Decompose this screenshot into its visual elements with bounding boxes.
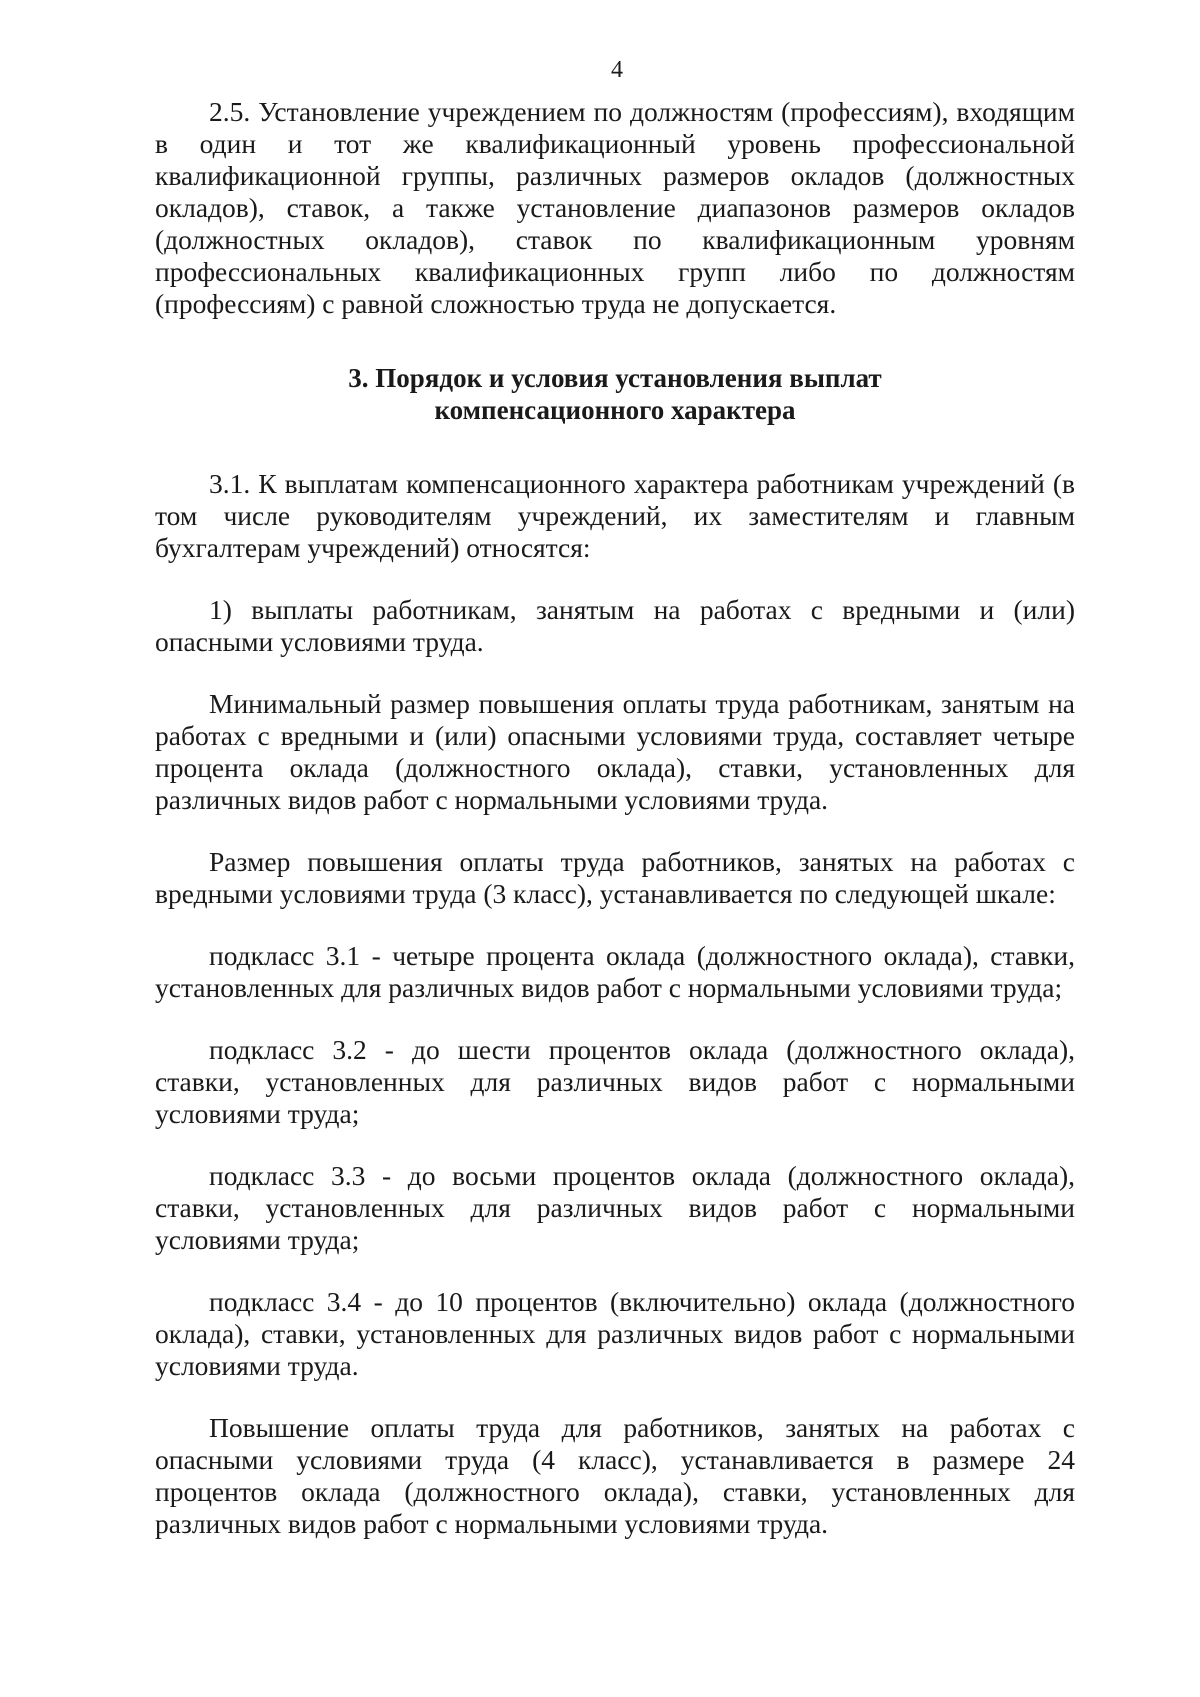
paragraph-minimum-size: Минимальный размер повышения оплаты труда работникам, занятым на работах с вредными и (или) опасными условиями труда, составляет четыре процента оклада (должностного оклада), ставки, установленных для различных видов работ с нормальными условиями труда.	[155, 688, 1075, 815]
paragraph-subclass-3-3: подкласс 3.3 - до восьми процентов оклада (должностного оклада), ставки, установленных для различных видов работ с нормальными условиями труда;	[155, 1160, 1075, 1255]
paragraph-dangerous-conditions: Повышение оплаты труда для работников, занятых на работах с опасными условиями труда (4 класс), устанавливается в размере 24 процентов оклада (должностного оклада), ставки, установленных для различных видов работ с нормальными условиями труда.	[155, 1412, 1075, 1539]
document-body	[155, 96, 1075, 1540]
paragraph-subclass-3-4: подкласс 3.4 - до 10 процентов (включительно) оклада (должностного оклада), ставки, установленных для различных видов работ с нормальными условиями труда.	[155, 1286, 1075, 1381]
paragraph-2-5: 2.5. Установление учреждением по должностям (профессиям), входящим в один и тот же квалификационный уровень профессиональной квалификационной группы, различных размеров окладов (должностных окладов), ставок, а также установление диапазонов размеров окладов (должностных окладов), ставок по квалификационным уровням профессиональных квалификационных групп либо по должностям (профессиям) с равной сложностью труда не допускается.	[155, 96, 1075, 319]
paragraph-size-scale: Размер повышения оплаты труда работников, занятых на работах с вредными условиями труда (3 класс), устанавливается по следующей шкале:	[155, 846, 1075, 909]
section-heading-line-2: компенсационного характера	[434, 395, 796, 425]
paragraph-subclass-3-1: подкласс 3.1 - четыре процента оклада (должностного оклада), ставки, установленных для различных видов работ с нормальными условиями труда;	[155, 940, 1075, 1003]
page-number: 4	[611, 57, 623, 83]
paragraph-subclass-3-2: подкласс 3.2 - до шести процентов оклада (должностного оклада), ставки, установленных для различных видов работ с нормальными условиями труда;	[155, 1034, 1075, 1129]
section-heading-line-1: 3. Порядок и условия установления выплат	[348, 363, 882, 393]
paragraph-3-1: 3.1. К выплатам компенсационного характера работникам учреждений (в том числе руководителям учреждений, их заместителям и главным бухгалтерам учреждений) относятся:	[155, 468, 1075, 563]
list-item-1: 1) выплаты работникам, занятым на работах с вредными и (или) опасными условиями труда.	[155, 594, 1075, 657]
section-heading	[155, 362, 1075, 426]
